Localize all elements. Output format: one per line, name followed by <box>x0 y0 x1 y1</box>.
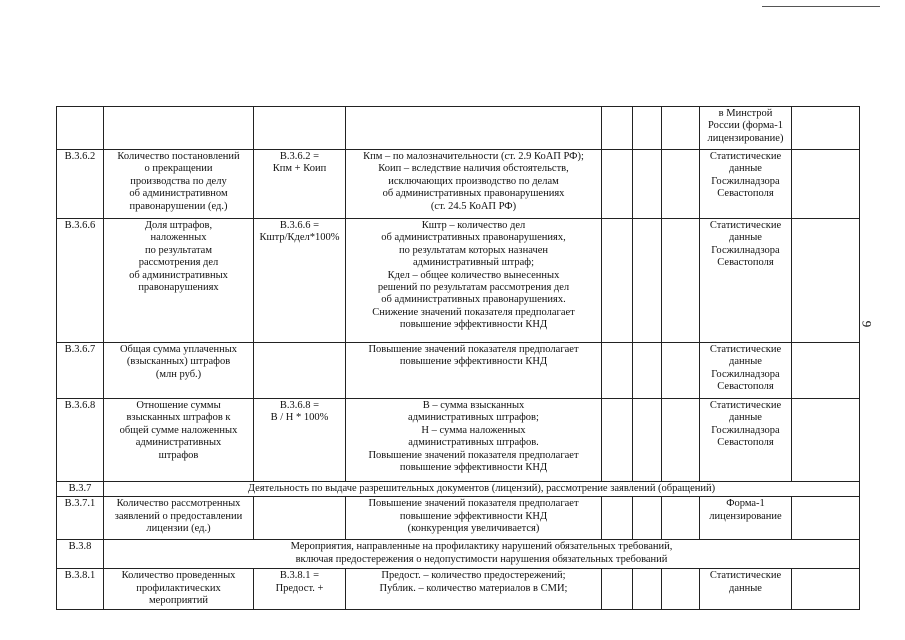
text-line: административных штрафов; <box>408 412 539 424</box>
row-code: В.3.8.1 <box>57 569 104 609</box>
empty-cell <box>633 399 662 482</box>
text-line: лицензирование <box>709 510 782 522</box>
indicator-name <box>104 150 254 219</box>
data-source <box>700 343 792 399</box>
text-line: данные <box>729 582 762 594</box>
row-code: В.3.6.2 <box>57 150 104 219</box>
text-line: административных <box>135 437 222 449</box>
empty-cell <box>662 569 700 609</box>
text-line: Госжилнадзора <box>711 424 780 436</box>
text-line: Форма-1 <box>726 498 765 510</box>
row-code: В.3.7.1 <box>57 497 104 540</box>
data-source <box>700 150 792 219</box>
empty-cell <box>602 107 633 150</box>
text-line: профилактических <box>136 582 221 594</box>
empty-cell <box>792 399 860 482</box>
text-line: административный штраф; <box>412 257 535 269</box>
text-line: (конкуренция увеличивается) <box>407 523 540 535</box>
text-line: лицензирование) <box>707 132 784 144</box>
text-line: об административных правонарушениях, <box>381 232 566 244</box>
text-line: Количество проведенных <box>121 570 236 582</box>
indicator-formula <box>254 219 346 343</box>
indicator-name <box>104 107 254 150</box>
text-line: решений по результатам рассмотрения дел <box>377 282 570 294</box>
indicator-formula <box>254 497 346 540</box>
text-line: о прекращении <box>144 163 213 175</box>
empty-cell <box>662 343 700 399</box>
empty-cell <box>633 569 662 609</box>
row-code: В.3.6.7 <box>57 343 104 399</box>
data-source <box>700 107 792 150</box>
text-line: Мероприятия, направленные на профилактику нарушений обязательных требований, <box>290 541 673 553</box>
indicator-description <box>346 497 602 540</box>
empty-cell <box>662 219 700 343</box>
text-line: Госжилнадзора <box>711 244 780 256</box>
indicator-description <box>346 150 602 219</box>
row-code: В.3.6.8 <box>57 399 104 482</box>
empty-cell <box>792 497 860 540</box>
text-line: Снижение значений показателя предполагает <box>372 306 575 318</box>
text-line: Кдел – общее количество вынесенных <box>387 269 560 281</box>
empty-cell <box>792 219 860 343</box>
empty-cell <box>602 343 633 399</box>
text-line: Количество постановлений <box>117 151 240 162</box>
text-line: Севастополя <box>717 437 774 449</box>
text-line: В.3.8.1 = <box>279 570 320 582</box>
empty-cell <box>662 399 700 482</box>
empty-cell <box>662 150 700 219</box>
indicator-description <box>346 343 602 399</box>
text-line: мероприятий <box>149 595 208 607</box>
text-line: об административном <box>129 188 228 200</box>
text-line: Предост. + <box>275 582 324 594</box>
data-source <box>700 497 792 540</box>
table-row <box>57 150 860 219</box>
text-line: повышение эффективности КНД <box>399 510 548 522</box>
indicator-name <box>104 219 254 343</box>
text-line: Статистические <box>709 400 782 411</box>
text-line: Количество рассмотренных <box>116 498 241 510</box>
text-line: (ст. 24.5 КоАП РФ) <box>430 200 517 212</box>
text-line: Кпм + Коип <box>272 163 327 175</box>
section-row <box>57 540 860 569</box>
text-line: Кпм – по малозначительности (ст. 2.9 КоАП РФ); <box>363 151 584 162</box>
text-line: Статистические <box>709 570 782 582</box>
text-line: Общая сумма уплаченных <box>119 344 238 355</box>
text-line: об административных правонарушениях <box>382 188 565 200</box>
text-line: данные <box>729 412 762 424</box>
indicator-formula <box>254 107 346 150</box>
text-line: данные <box>729 232 762 244</box>
text-line: Предост. – количество предостережений; <box>381 570 566 582</box>
empty-cell <box>662 107 700 150</box>
text-line: Статистические <box>709 151 782 162</box>
indicator-formula <box>254 399 346 482</box>
indicator-description <box>346 569 602 609</box>
text-line: В / Н * 100% <box>270 412 329 424</box>
indicators-table <box>56 106 860 610</box>
text-line: правонарушениях <box>138 282 219 294</box>
text-line: об административных <box>129 269 228 281</box>
table-row <box>57 569 860 609</box>
data-source <box>700 219 792 343</box>
text-line: Кштр – количество дел <box>421 220 526 231</box>
empty-cell <box>602 219 633 343</box>
empty-cell <box>633 497 662 540</box>
text-line: Отношение суммы <box>136 400 221 411</box>
text-line: исключающих производство по делам <box>388 175 559 187</box>
text-line: В.3.6.2 = <box>279 151 320 162</box>
text-line: Н – сумма наложенных <box>421 424 526 436</box>
table-row <box>57 497 860 540</box>
section-title <box>104 540 860 569</box>
text-line: Доля штрафов, <box>144 220 213 231</box>
indicator-name <box>104 399 254 482</box>
text-line: правонарушении (ед.) <box>129 200 228 212</box>
text-line: лицензии (ед.) <box>146 523 211 535</box>
top-rule <box>762 6 880 7</box>
section-code: В.3.7 <box>57 482 104 497</box>
text-line: В.3.6.8 = <box>279 400 320 411</box>
text-line: рассмотрения дел <box>138 257 219 269</box>
empty-cell <box>662 497 700 540</box>
indicator-name <box>104 569 254 609</box>
text-line: административных штрафов. <box>408 437 539 449</box>
table-row <box>57 399 860 482</box>
text-line: Севастополя <box>717 257 774 269</box>
section-title <box>104 482 860 497</box>
empty-cell <box>792 343 860 399</box>
text-line: Публик. – количество материалов в СМИ; <box>379 582 568 594</box>
empty-cell <box>792 150 860 219</box>
table-row <box>57 219 860 343</box>
text-line: Севастополя <box>717 188 774 200</box>
indicator-formula <box>254 343 346 399</box>
empty-cell <box>602 569 633 609</box>
empty-cell <box>633 219 662 343</box>
text-line: производства по делу <box>130 175 227 187</box>
text-line: в Минстрой <box>718 108 773 119</box>
table-row <box>57 343 860 399</box>
text-line: заявлений о предоставлении <box>114 510 243 522</box>
text-line: Госжилнадзора <box>711 368 780 380</box>
text-line: наложенных <box>150 232 207 244</box>
text-line: Статистические <box>709 220 782 231</box>
text-line: В.3.6.6 = <box>279 220 320 231</box>
text-line: Коип – вследствие наличия обстоятельств, <box>378 163 569 175</box>
text-line: Севастополя <box>717 381 774 393</box>
table-row <box>57 107 860 150</box>
empty-cell <box>633 150 662 219</box>
text-line: Повышение значений показателя предполагает <box>368 449 579 461</box>
text-line: Кштр/Кдел*100% <box>259 232 340 244</box>
row-code: В.3.6.6 <box>57 219 104 343</box>
empty-cell <box>792 569 860 609</box>
text-line: Повышение значений показателя предполагает <box>368 344 579 355</box>
text-line: Госжилнадзора <box>711 175 780 187</box>
text-line: включая предостережения о недопустимости нарушения обязательных требований <box>295 553 668 565</box>
empty-cell <box>633 343 662 399</box>
text-line: по результатам которых назначен <box>398 244 549 256</box>
text-line: данные <box>729 356 762 368</box>
row-code <box>57 107 104 150</box>
text-line: общей сумме наложенных <box>119 424 238 436</box>
text-line: (взысканных) штрафов <box>126 356 231 368</box>
text-line: повышение эффективности КНД <box>399 319 548 331</box>
page-number: 9 <box>859 320 875 328</box>
empty-cell <box>633 107 662 150</box>
text-line: В – сумма взысканных <box>422 400 525 411</box>
text-line: повышение эффективности КНД <box>399 462 548 474</box>
indicator-description <box>346 399 602 482</box>
text-line: Статистические <box>709 344 782 355</box>
indicator-formula <box>254 150 346 219</box>
text-line: (млн руб.) <box>155 368 202 380</box>
indicator-description <box>346 219 602 343</box>
section-code: В.3.8 <box>57 540 104 569</box>
indicator-name <box>104 343 254 399</box>
data-source <box>700 569 792 609</box>
indicator-description <box>346 107 602 150</box>
text-line: Повышение значений показателя предполагает <box>368 498 579 510</box>
data-source <box>700 399 792 482</box>
text-line: повышение эффективности КНД <box>399 356 548 368</box>
section-row <box>57 482 860 497</box>
text-line: взысканных штрафов к <box>126 412 231 424</box>
empty-cell <box>602 150 633 219</box>
text-line: об административных правонарушениях. <box>381 294 566 306</box>
text-line: России (форма-1 <box>708 120 783 132</box>
text-line: штрафов <box>158 449 199 461</box>
empty-cell <box>792 107 860 150</box>
indicator-formula <box>254 569 346 609</box>
indicator-name <box>104 497 254 540</box>
empty-cell <box>602 399 633 482</box>
empty-cell <box>602 497 633 540</box>
text-line: данные <box>729 163 762 175</box>
text-line: по результатам <box>144 244 212 256</box>
text-line: Деятельность по выдаче разрешительных документов (лицензий), рассмотрение заявлений (обращений) <box>247 483 716 494</box>
